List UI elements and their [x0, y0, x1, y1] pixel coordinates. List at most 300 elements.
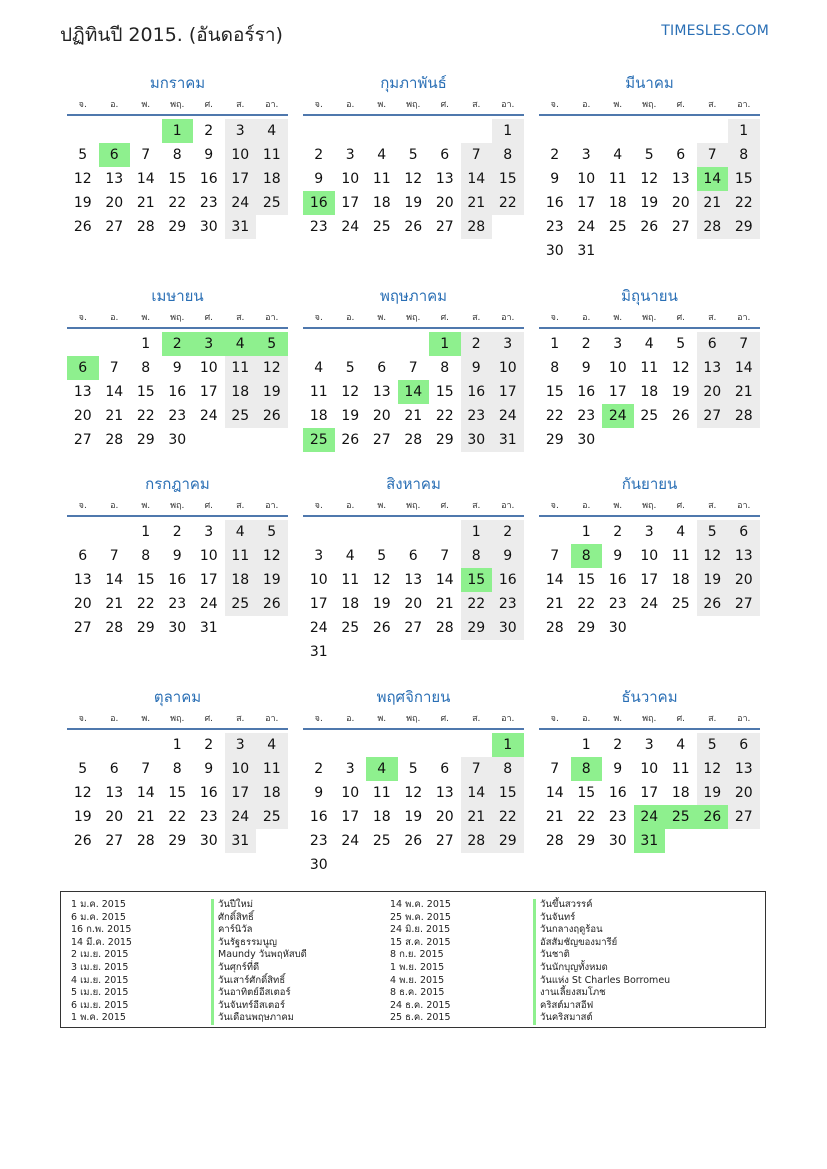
day-cell: 29	[168, 219, 187, 235]
holiday-day-cell: 3	[193, 332, 225, 356]
holiday-date: 15 ส.ค. 2015	[390, 936, 451, 948]
empty-day-cell	[492, 853, 524, 877]
day-cell: 24	[341, 219, 360, 235]
weekday-label: ศ.	[440, 313, 450, 323]
day-cell: 19	[341, 408, 360, 424]
holiday-date: 24 มิ.ย. 2015	[390, 924, 451, 936]
day-cell: 21	[136, 195, 155, 211]
empty-day-cell	[99, 520, 131, 544]
day-cell: 21	[105, 408, 124, 424]
week-row	[67, 167, 288, 191]
day-cell: 8	[172, 147, 182, 163]
day-cell: 26	[671, 408, 690, 424]
week-row	[67, 143, 288, 167]
day-cell: 18	[372, 195, 391, 211]
week-row	[539, 757, 760, 781]
weekday-label: พ.	[613, 100, 623, 110]
week-row	[539, 143, 760, 167]
day-cell: 19	[404, 809, 423, 825]
day-cell: 3	[644, 524, 654, 540]
day-cell: 23	[199, 809, 218, 825]
day-cell: 9	[204, 761, 214, 777]
weekday-header	[303, 710, 524, 730]
weekday-label: พ.	[141, 100, 151, 110]
day-cell: 3	[345, 147, 355, 163]
day-cell: 20	[73, 408, 92, 424]
day-cell: 25	[225, 404, 257, 428]
weekday-label: ส.	[236, 313, 245, 323]
week-row	[539, 781, 760, 805]
day-cell: 31	[577, 243, 596, 259]
week-row	[67, 757, 288, 781]
day-cell: 7	[408, 360, 418, 376]
day-cell: 16	[199, 785, 218, 801]
weekday-header	[539, 309, 760, 329]
day-cell: 17	[225, 781, 257, 805]
day-cell: 7	[461, 143, 493, 167]
holiday-day-cell: 1	[162, 119, 194, 143]
holiday-day-cell: 4	[366, 757, 398, 781]
day-cell: 12	[256, 356, 288, 380]
week-row	[303, 592, 524, 616]
week-row	[67, 733, 288, 757]
day-cell: 20	[105, 195, 124, 211]
month-name: ธันวาคม	[621, 688, 678, 706]
month-name: เมษายน	[151, 287, 204, 305]
weekday-label: อ.	[346, 501, 355, 511]
day-cell: 4	[256, 119, 288, 143]
day-cell: 17	[640, 785, 659, 801]
day-cell: 23	[309, 833, 328, 849]
weekday-label: พฤ.	[170, 501, 185, 511]
day-cell: 3	[613, 336, 623, 352]
day-cell: 12	[341, 384, 360, 400]
day-cell: 21	[461, 805, 493, 829]
day-cell: 22	[136, 596, 155, 612]
day-cell: 15	[577, 572, 596, 588]
day-cell: 4	[676, 524, 686, 540]
day-cell: 7	[461, 757, 493, 781]
day-cell: 11	[225, 356, 257, 380]
holiday-date: 6 เม.ย. 2015	[71, 999, 129, 1011]
day-cell: 7	[440, 548, 450, 564]
empty-day-cell	[256, 428, 288, 452]
week-row	[67, 191, 288, 215]
empty-day-cell	[67, 520, 99, 544]
week-row	[67, 805, 288, 829]
day-cell: 24	[640, 596, 659, 612]
week-row	[67, 428, 288, 452]
day-cell: 21	[545, 596, 564, 612]
holiday-date: 4 เม.ย. 2015	[71, 974, 129, 986]
holiday-name: วันเดือนพฤษภาคม	[211, 1012, 307, 1025]
holiday-date: 1 พ.ย. 2015	[390, 961, 445, 973]
day-cell: 17	[577, 195, 596, 211]
week-row	[67, 332, 288, 356]
empty-day-cell	[728, 428, 760, 452]
empty-day-cell	[429, 733, 461, 757]
day-cell: 27	[105, 219, 124, 235]
day-cell: 20	[728, 781, 760, 805]
day-cell: 2	[550, 147, 560, 163]
day-cell: 4	[676, 737, 686, 753]
day-cell: 26	[404, 833, 423, 849]
empty-day-cell	[225, 616, 257, 640]
empty-day-cell	[539, 520, 571, 544]
holiday-day-cell: 1	[492, 733, 524, 757]
empty-day-cell	[461, 119, 493, 143]
day-cell: 12	[372, 572, 391, 588]
day-cell: 18	[372, 809, 391, 825]
weekday-label: จ.	[550, 313, 559, 323]
day-cell: 15	[577, 785, 596, 801]
day-cell: 30	[199, 219, 218, 235]
day-cell: 18	[671, 785, 690, 801]
weekday-label: จ.	[550, 100, 559, 110]
empty-day-cell	[67, 332, 99, 356]
day-cell: 29	[136, 432, 155, 448]
day-cell: 9	[314, 785, 324, 801]
holiday-name: คริสต์มาสอีฟ	[533, 1000, 670, 1013]
day-cell: 28	[105, 432, 124, 448]
empty-day-cell	[429, 853, 461, 877]
day-cell: 14	[461, 781, 493, 805]
day-cell: 25	[256, 191, 288, 215]
holiday-name: วันกลางฤดูร้อน	[533, 924, 670, 937]
day-cell: 31	[309, 644, 328, 660]
weekday-label: อา.	[265, 100, 279, 110]
day-cell: 10	[608, 360, 627, 376]
day-cell: 15	[435, 384, 454, 400]
week-row	[539, 119, 760, 143]
day-cell: 18	[341, 596, 360, 612]
holiday-day-cell: 25	[665, 805, 697, 829]
day-cell: 9	[204, 147, 214, 163]
day-cell: 4	[314, 360, 324, 376]
weekday-label: ศ.	[204, 714, 214, 724]
empty-day-cell	[366, 332, 398, 356]
day-cell: 11	[225, 544, 257, 568]
week-row	[539, 568, 760, 592]
week-row	[67, 592, 288, 616]
holiday-date: 1 ม.ค. 2015	[71, 899, 126, 910]
day-cell: 6	[440, 761, 450, 777]
day-cell: 21	[461, 191, 493, 215]
weekday-label: ส.	[236, 501, 245, 511]
week-row	[539, 733, 760, 757]
weekday-label: พ.	[377, 100, 387, 110]
holiday-day-cell: 1	[429, 332, 461, 356]
holiday-name: วันจันทร์	[533, 912, 670, 925]
day-cell: 28	[105, 620, 124, 636]
day-cell: 10	[309, 572, 328, 588]
day-cell: 7	[728, 332, 760, 356]
day-cell: 13	[404, 572, 423, 588]
day-cell: 12	[404, 171, 423, 187]
week-row	[303, 332, 524, 356]
day-cell: 23	[168, 596, 187, 612]
day-cell: 4	[644, 336, 654, 352]
empty-day-cell	[665, 829, 697, 853]
weekday-header	[67, 96, 288, 116]
holiday-day-cell: 26	[697, 805, 729, 829]
day-cell: 29	[577, 833, 596, 849]
weekday-header	[303, 96, 524, 116]
page-title: ปฏิทินปี 2015. (อันดอร์รา)	[60, 24, 283, 46]
day-cell: 28	[461, 829, 493, 853]
day-cell: 16	[545, 195, 564, 211]
week-row	[303, 733, 524, 757]
day-cell: 16	[309, 809, 328, 825]
day-cell: 23	[545, 219, 564, 235]
day-cell: 30	[608, 620, 627, 636]
day-cell: 28	[404, 432, 423, 448]
day-cell: 4	[345, 548, 355, 564]
weekday-label: ส.	[236, 100, 245, 110]
day-cell: 23	[608, 596, 627, 612]
holiday-date: 3 เม.ย. 2015	[71, 961, 129, 973]
day-cell: 29	[461, 616, 493, 640]
holiday-name: คาร์นิวัล	[211, 924, 307, 937]
weekday-label: อ.	[110, 714, 119, 724]
day-cell: 5	[697, 520, 729, 544]
day-cell: 2	[461, 332, 493, 356]
day-cell: 11	[671, 548, 690, 564]
week-row	[303, 805, 524, 829]
week-row	[67, 215, 288, 239]
day-cell: 9	[581, 360, 591, 376]
week-row	[303, 191, 524, 215]
holiday-day-cell: 14	[398, 380, 430, 404]
weekday-label: พฤ.	[406, 100, 421, 110]
empty-day-cell	[303, 332, 335, 356]
holiday-name: วันขึ้นสวรรค์	[533, 899, 670, 912]
holiday-day-cell: 24	[634, 805, 666, 829]
day-cell: 12	[404, 785, 423, 801]
day-cell: 20	[435, 809, 454, 825]
empty-day-cell	[398, 853, 430, 877]
empty-day-cell	[634, 616, 666, 640]
day-cell: 8	[728, 143, 760, 167]
day-cell: 5	[697, 733, 729, 757]
weekday-label: ส.	[472, 501, 481, 511]
weekday-label: จ.	[78, 100, 87, 110]
day-cell: 9	[550, 171, 560, 187]
day-cell: 13	[73, 572, 92, 588]
day-cell: 26	[73, 833, 92, 849]
weekday-label: จ.	[314, 313, 323, 323]
holiday-date: 8 ธ.ค. 2015	[390, 987, 445, 999]
day-cell: 15	[168, 785, 187, 801]
day-cell: 17	[492, 380, 524, 404]
day-cell: 20	[697, 380, 729, 404]
holiday-day-cell: 8	[571, 757, 603, 781]
weekday-label: พฤ.	[170, 100, 185, 110]
empty-day-cell	[461, 640, 493, 664]
day-cell: 7	[109, 360, 119, 376]
empty-day-cell	[697, 239, 729, 263]
day-cell: 22	[136, 408, 155, 424]
weekday-label: ศ.	[440, 714, 450, 724]
day-cell: 20	[671, 195, 690, 211]
day-cell: 30	[492, 616, 524, 640]
day-cell: 5	[408, 761, 418, 777]
week-row	[539, 191, 760, 215]
day-cell: 10	[341, 171, 360, 187]
day-cell: 14	[728, 356, 760, 380]
day-cell: 13	[105, 171, 124, 187]
day-cell: 18	[225, 380, 257, 404]
weekday-label: อ.	[582, 313, 591, 323]
week-row	[539, 520, 760, 544]
day-cell: 11	[309, 384, 328, 400]
empty-day-cell	[697, 119, 729, 143]
day-cell: 7	[550, 761, 560, 777]
day-cell: 26	[372, 620, 391, 636]
empty-day-cell	[398, 119, 430, 143]
day-cell: 3	[225, 119, 257, 143]
day-cell: 16	[608, 572, 627, 588]
day-cell: 12	[671, 360, 690, 376]
day-cell: 14	[461, 167, 493, 191]
weekday-label: ส.	[472, 100, 481, 110]
week-row	[539, 167, 760, 191]
day-cell: 19	[697, 568, 729, 592]
holiday-name: วันศุกร์ที่ดี	[211, 962, 307, 975]
day-cell: 7	[141, 761, 151, 777]
day-cell: 18	[256, 167, 288, 191]
day-cell: 2	[204, 737, 214, 753]
weekday-label: ส.	[472, 714, 481, 724]
day-cell: 15	[136, 384, 155, 400]
day-cell: 7	[141, 147, 151, 163]
day-cell: 20	[73, 596, 92, 612]
weekday-label: พ.	[613, 501, 623, 511]
holiday-name: อัสสัมชัญของมารีย์	[533, 937, 670, 950]
empty-day-cell	[602, 428, 634, 452]
day-cell: 12	[697, 544, 729, 568]
empty-day-cell	[256, 616, 288, 640]
empty-day-cell	[256, 215, 288, 239]
day-cell: 15	[168, 171, 187, 187]
day-cell: 5	[345, 360, 355, 376]
day-cell: 18	[225, 568, 257, 592]
day-cell: 7	[550, 548, 560, 564]
day-cell: 28	[435, 620, 454, 636]
day-cell: 1	[581, 524, 591, 540]
empty-day-cell	[398, 332, 430, 356]
month-calendar	[539, 471, 760, 640]
day-cell: 15	[728, 167, 760, 191]
day-cell: 31	[492, 428, 524, 452]
day-cell: 2	[204, 123, 214, 139]
empty-day-cell	[634, 239, 666, 263]
day-cell: 27	[671, 219, 690, 235]
holiday-name: วันคริสมาสต์	[533, 1012, 670, 1025]
day-cell: 23	[309, 219, 328, 235]
weekday-label: อา.	[265, 714, 279, 724]
day-cell: 13	[671, 171, 690, 187]
weekday-label: จ.	[550, 714, 559, 724]
weekday-label: พ.	[377, 714, 387, 724]
weekday-label: พ.	[377, 501, 387, 511]
weekday-label: พ.	[141, 501, 151, 511]
empty-day-cell	[366, 520, 398, 544]
month-name: พฤศจิกายน	[376, 688, 451, 706]
day-cell: 17	[341, 195, 360, 211]
day-cell: 29	[728, 215, 760, 239]
day-cell: 15	[492, 167, 524, 191]
day-cell: 1	[141, 524, 151, 540]
empty-day-cell	[539, 119, 571, 143]
month-name: มิถุนายน	[621, 287, 678, 305]
day-cell: 30	[309, 857, 328, 873]
weekday-label: พฤ.	[170, 714, 185, 724]
day-cell: 23	[608, 809, 627, 825]
holiday-dates-column	[71, 899, 132, 1025]
week-row	[539, 356, 760, 380]
day-cell: 21	[728, 380, 760, 404]
day-cell: 11	[372, 171, 391, 187]
day-cell: 25	[256, 805, 288, 829]
month-calendar	[539, 684, 760, 853]
day-cell: 31	[225, 215, 257, 239]
week-row	[539, 616, 760, 640]
day-cell: 23	[461, 404, 493, 428]
day-cell: 19	[372, 596, 391, 612]
day-cell: 27	[435, 833, 454, 849]
day-cell: 29	[492, 829, 524, 853]
week-row	[539, 592, 760, 616]
day-cell: 1	[728, 119, 760, 143]
day-cell: 25	[608, 219, 627, 235]
day-cell: 24	[225, 805, 257, 829]
week-row	[67, 616, 288, 640]
day-cell: 6	[440, 147, 450, 163]
weekday-label: พฤ.	[406, 313, 421, 323]
day-cell: 8	[141, 548, 151, 564]
holiday-date: 4 พ.ย. 2015	[390, 974, 445, 986]
day-cell: 21	[697, 191, 729, 215]
day-cell: 9	[172, 360, 182, 376]
weekday-label: จ.	[78, 501, 87, 511]
empty-day-cell	[728, 239, 760, 263]
day-cell: 13	[697, 356, 729, 380]
day-cell: 6	[377, 360, 387, 376]
weekday-label: อา.	[737, 714, 751, 724]
weekday-label: ศ.	[440, 100, 450, 110]
day-cell: 10	[492, 356, 524, 380]
day-cell: 3	[581, 147, 591, 163]
day-cell: 17	[225, 167, 257, 191]
week-row	[303, 544, 524, 568]
day-cell: 23	[577, 408, 596, 424]
day-cell: 14	[136, 785, 155, 801]
holiday-name: Maundy วันพฤหัสบดี	[211, 949, 307, 962]
week-row	[539, 380, 760, 404]
day-cell: 9	[172, 548, 182, 564]
week-row	[303, 853, 524, 877]
empty-day-cell	[193, 428, 225, 452]
holiday-day-cell: 6	[67, 356, 99, 380]
day-cell: 9	[314, 171, 324, 187]
day-cell: 24	[341, 833, 360, 849]
weekday-label: อา.	[501, 100, 515, 110]
holiday-date: 24 ธ.ค. 2015	[390, 999, 451, 1011]
weekday-label: อ.	[110, 501, 119, 511]
week-row	[67, 568, 288, 592]
site-link[interactable]: TIMESLES.COM	[661, 23, 769, 39]
